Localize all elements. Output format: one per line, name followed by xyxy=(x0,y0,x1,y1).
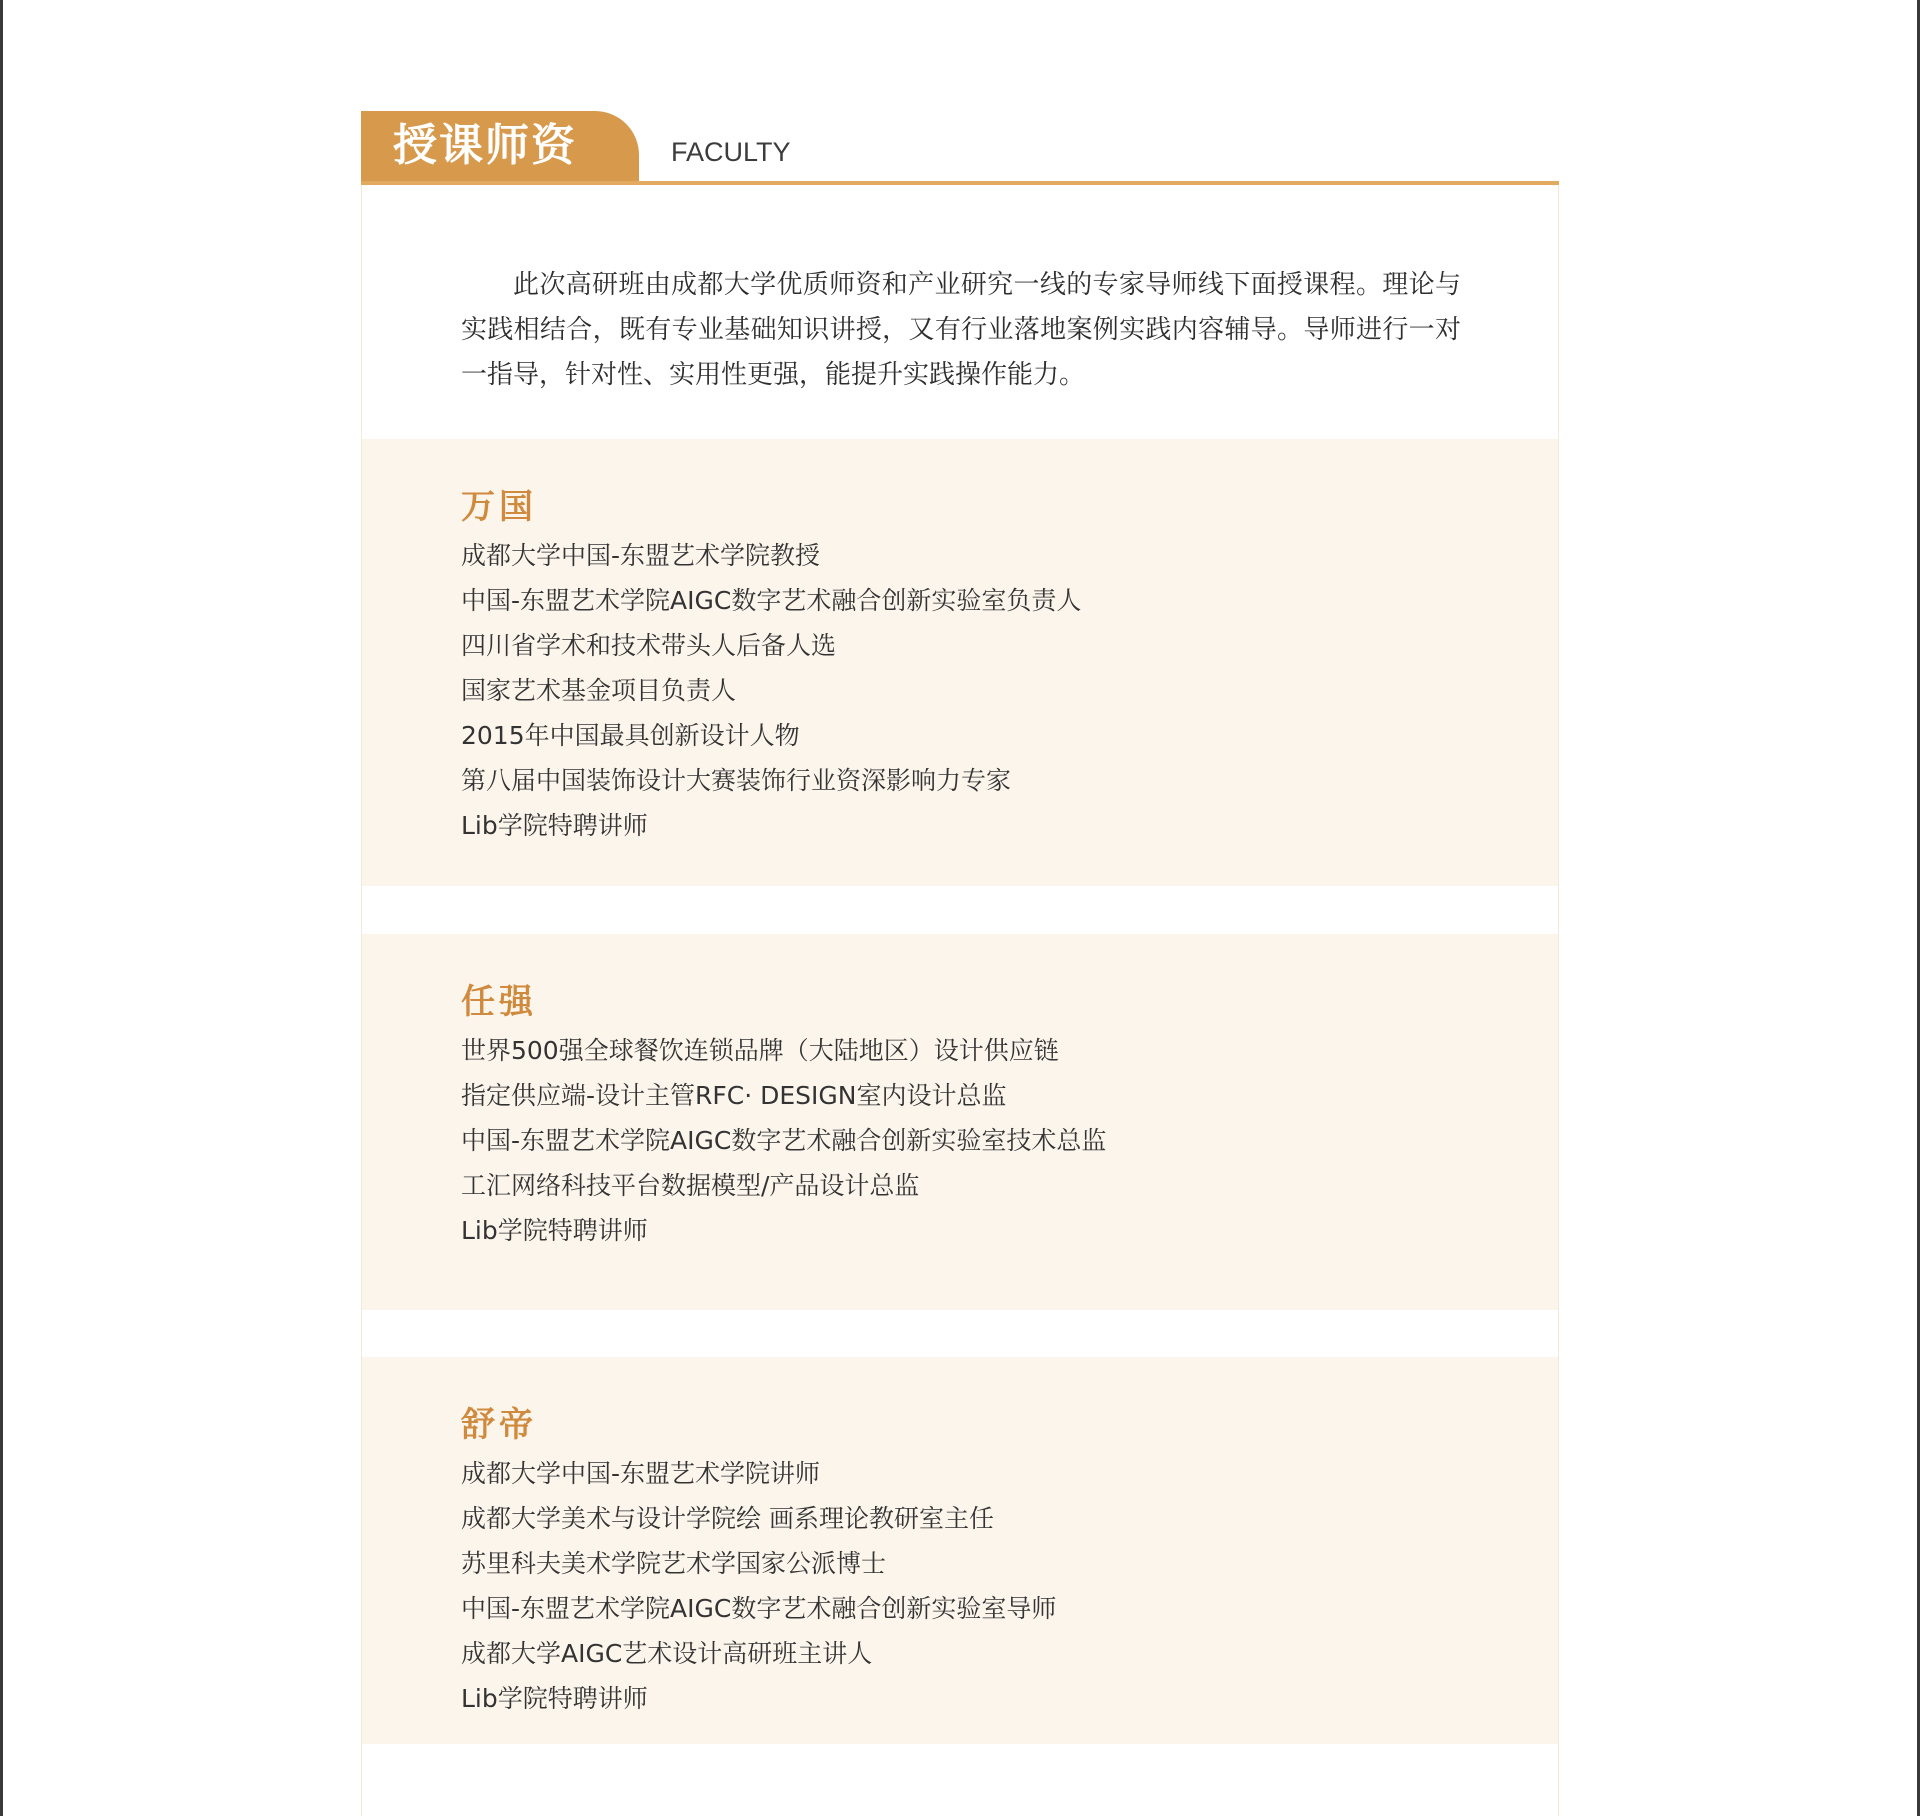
faculty-title-item: 中国-东盟艺术学院AIGC数字艺术融合创新实验室负责人 xyxy=(461,586,1082,615)
faculty-title-item: 成都大学AIGC艺术设计高研班主讲人 xyxy=(461,1639,873,1668)
intro-paragraph: 此次高研班由成都大学优质师资和产业研究一线的专家导师线下面授课程。理论与实践相结合，既有专业基础知识讲授，又有行业落地案例实践内容辅导。导师进行一对一指导，针对性、实用性更强，能提升实践操作能力。 xyxy=(461,270,1461,390)
faculty-title-item: 国家艺术基金项目负责人 xyxy=(461,676,737,705)
faculty-title-item: Lib学院特聘讲师 xyxy=(461,1216,648,1245)
faculty-card-shu-di xyxy=(362,1357,1558,1744)
faculty-title-item: 世界500强全球餐饮连锁品牌（大陆地区）设计供应链 xyxy=(461,1036,1059,1065)
faculty-name: 舒帝 xyxy=(461,1405,537,1445)
faculty-title-item: 第八届中国装饰设计大赛装饰行业资深影响力专家 xyxy=(461,766,1012,795)
faculty-title-item: 成都大学中国-东盟艺术学院教授 xyxy=(461,541,821,570)
faculty-title-item: 中国-东盟艺术学院AIGC数字艺术融合创新实验室导师 xyxy=(461,1594,1057,1623)
section-subtitle: FACULTY xyxy=(671,137,791,167)
faculty-title-item: 成都大学美术与设计学院绘 画系理论教研室主任 xyxy=(461,1504,994,1533)
faculty-title-item: 苏里科夫美术学院艺术学国家公派博士 xyxy=(461,1549,887,1578)
faculty-content xyxy=(361,185,1559,1816)
faculty-title-item: 四川省学术和技术带头人后备人选 xyxy=(461,631,837,660)
faculty-title-list xyxy=(461,1451,1056,1721)
faculty-card-wan-guo xyxy=(362,439,1558,886)
faculty-title-item: 中国-东盟艺术学院AIGC数字艺术融合创新实验室技术总监 xyxy=(461,1126,1107,1155)
page-border-left xyxy=(0,0,3,1816)
faculty-name: 万国 xyxy=(461,487,537,527)
faculty-card-ren-qiang xyxy=(362,934,1558,1310)
section-title: 授课师资 xyxy=(361,111,639,181)
faculty-title-item: 指定供应端-设计主管RFC· DESIGN室内设计总监 xyxy=(461,1081,1007,1110)
faculty-title-item: 工汇网络科技平台数据模型/产品设计总监 xyxy=(461,1171,920,1200)
faculty-title-list xyxy=(461,533,1081,848)
faculty-title-list xyxy=(461,1028,1106,1253)
faculty-name: 任强 xyxy=(461,982,537,1022)
section-header xyxy=(361,111,1559,185)
faculty-title-item: 成都大学中国-东盟艺术学院讲师 xyxy=(461,1459,821,1488)
faculty-title-item: Lib学院特聘讲师 xyxy=(461,1684,648,1713)
faculty-title-item: Lib学院特聘讲师 xyxy=(461,811,648,840)
faculty-title-item: 2015年中国最具创新设计人物 xyxy=(461,721,800,750)
